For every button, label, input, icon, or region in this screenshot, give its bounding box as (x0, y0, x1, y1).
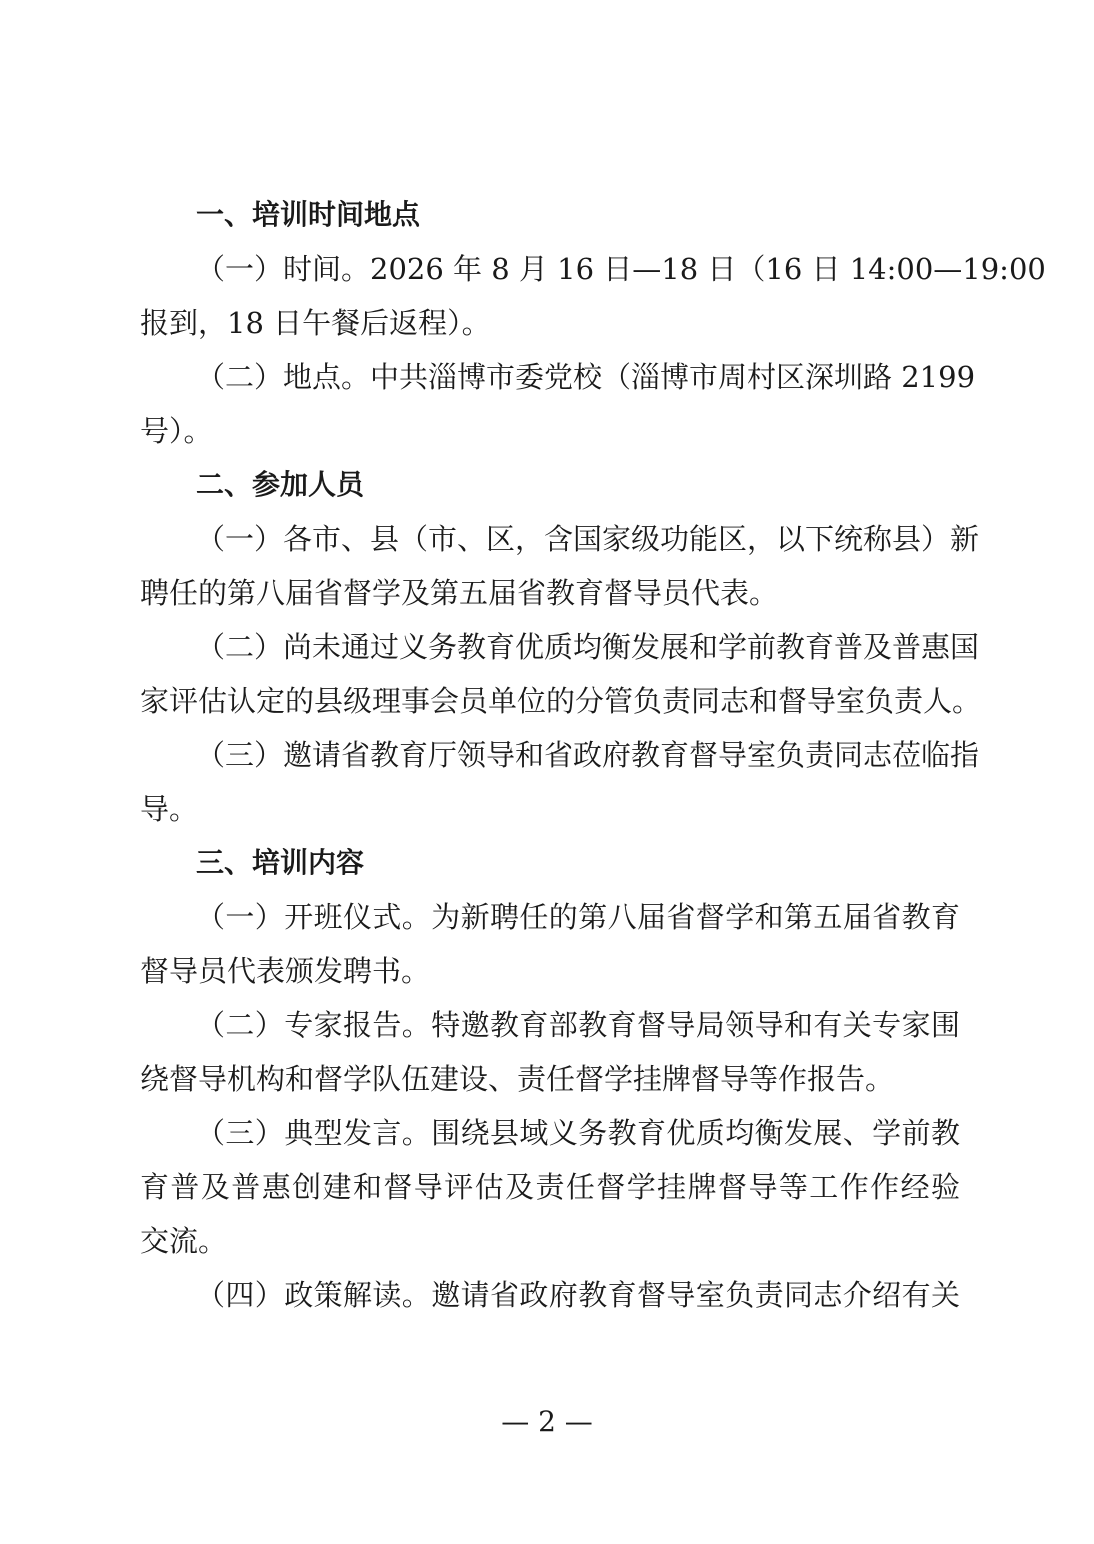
paragraph (140, 1106, 960, 1268)
paragraph-line: 交流。 (140, 1224, 228, 1258)
section-heading: 三、培训内容 (196, 846, 365, 879)
paragraph-line: （一）各市、县（市、区，含国家级功能区，以下统称县）新 (196, 522, 980, 556)
paragraph-line: （一）开班仪式。为新聘任的第八届省督学和第五届省教育 (196, 900, 960, 934)
paragraph-line: （四）政策解读。邀请省政府教育督导室负责同志介绍有关 (196, 1278, 960, 1312)
paragraph (140, 1268, 960, 1322)
paragraph-line: （三）典型发言。围绕县域义务教育优质均衡发展、学前教 (196, 1116, 960, 1150)
paragraph-line: （二）地点。中共淄博市委党校（淄博市周村区深圳路 2199 (196, 360, 976, 394)
paragraph-line: 督导员代表颁发聘书。 (140, 954, 431, 988)
paragraph-line: 聘任的第八届省督学及第五届省教育督导员代表。 (140, 576, 779, 610)
paragraph-line: （二）尚未通过义务教育优质均衡发展和学前教育普及普惠国 (196, 630, 980, 664)
paragraph (140, 728, 980, 836)
paragraph (140, 998, 960, 1106)
paragraph-line: （二）专家报告。特邀教育部教育督导局领导和有关专家围 (196, 1008, 960, 1042)
document-body (140, 188, 1046, 1322)
paragraph (140, 242, 1046, 350)
paragraph-line: （一）时间。2026 年 8 月 16 日—18 日（16 日 14:00—19:00 (196, 252, 1046, 286)
paragraph-line: 报到，18 日午餐后返程）。 (140, 306, 491, 340)
paragraph-line: 导。 (140, 792, 199, 826)
paragraph-line: 号）。 (140, 414, 213, 448)
paragraph (140, 620, 982, 728)
paragraph-line: 绕督导机构和督学队伍建设、责任督学挂牌督导等作报告。 (140, 1062, 895, 1096)
paragraph (140, 890, 960, 998)
page-number: — 2 — (501, 1405, 593, 1438)
section-heading: 二、参加人员 (196, 468, 365, 501)
paragraph-line: 育普及普惠创建和督导评估及责任督学挂牌督导等工作作经验 (140, 1170, 960, 1204)
paragraph (140, 512, 980, 620)
paragraph-line: 家评估认定的县级理事会员单位的分管负责同志和督导室负责人。 (140, 684, 982, 718)
paragraph-line: （三）邀请省教育厅领导和省政府教育督导室负责同志莅临指 (196, 738, 980, 772)
section-heading: 一、培训时间地点 (196, 198, 421, 231)
paragraph (140, 350, 976, 458)
